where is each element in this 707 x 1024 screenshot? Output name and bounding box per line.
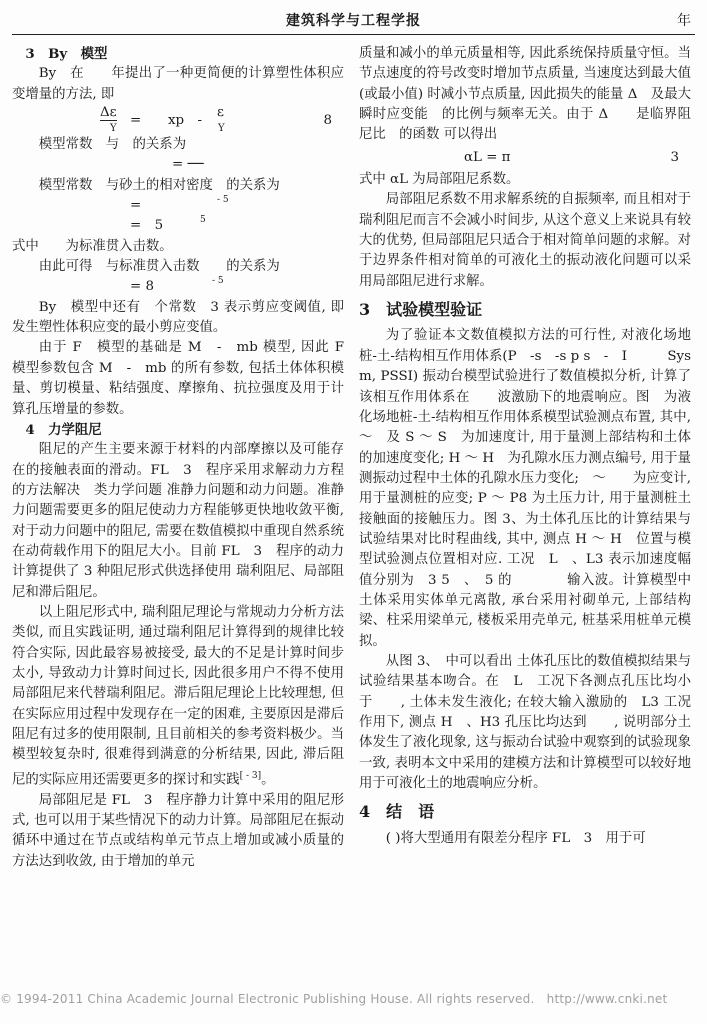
left-column: [12, 44, 358, 872]
equation-text: =: [130, 198, 142, 214]
copyright-footer: © 1994-2011 China Academic Journal Electronic Publishing House. All rights reserved. http://www.cnki.net: [0, 992, 668, 1006]
equation-8: [12, 105, 344, 135]
equation-rhs: ε: [217, 105, 224, 121]
equation-3: [359, 148, 691, 168]
equation-number: 3: [670, 149, 679, 165]
paragraph: 以上阻尼形式中, 瑞利阻尼理论与常规动力分析方法类似, 而且实践证明, 通过瑞利阻尼计算得到的规律比较符合实际, 因此最容易被接受, 最大的不足是计算时间步太小, 导致动力计算时间过长, 因此很多用户不得不使用局部阻尼来代替瑞利阻尼。滞后阻尼理论上比较理想, 但在实际应用过程中发现存在一定的困难, 主要原因是滞后阻尼有过多的使用限制, 且目前相关的参考资料极少。当模型较复杂时, 很难得到满意的分析结果, 因此, 滞后阻尼的实际应用还需要更多的探讨和实践[ - 3]。: [12, 604, 344, 788]
paragraph: By 在 年提出了一种更简便的计算塑性体积应变增量的方法, 即: [12, 66, 344, 102]
equation-text: αL = π: [464, 149, 511, 165]
equation-rhs-den: Y: [218, 123, 225, 135]
paragraph: 为了验证本文数值模拟方法的可行性, 对液化场地桩-土-结构相互作用体系(P -s -s p s - I Sys m, PSSI) 振动台模型试验进行了数值模拟分析, 计算了该相互作用体系在 波激励下的地震响应。图 为液化场地桩-土-结构相互作用体系模型试验测点布置, 其中, ～ 及 S ～ S 为加速度计, 用于量测上部结构和土体的加速度变化; H ～ H 为孔隙水压力测点编号, 用于量测振动过程中土体的孔隙水压力变化; ～ 为应变计, 用于量测桩的应变; P ～ P8 为土压力计, 用于量测桩土接触面的接触压力。图 3、为土体孔压比的计算结果与试验结果对比时程曲线, 其中, 测点 H ～ H 位置与模型试验测点位置相对应. 工况 L 、L3 表示加速度幅值分别为 3 5 、 5 的 输入波。计算模型中土体采用实体单元离散, 承台采用衬砌单元, 上部结构梁、柱采用梁单元, 楼板采用壳单元, 桩基采用桩单元模拟。: [359, 328, 705, 649]
equation: [12, 277, 344, 297]
page-header: [12, 10, 695, 32]
equation-text: = ──: [172, 157, 204, 173]
equation-number: 8: [323, 113, 332, 129]
paragraph: 由此可得 与标准贯入击数 的关系为: [38, 259, 280, 275]
journal-title: 建筑科学与工程学报: [286, 13, 421, 29]
paragraph: 模型常数 与砂土的相对密度 的关系为: [38, 177, 280, 193]
equation: [12, 196, 344, 216]
equation-exponent: - 5: [212, 276, 224, 287]
equation-exponent: - 5: [217, 195, 229, 206]
paragraph: 式中 αL 为局部阻尼系数。: [359, 172, 520, 188]
section-heading-conclusion: 4 结 语: [359, 802, 435, 822]
equation-text: = 5: [130, 218, 164, 234]
paragraph: 质量和减小的单元质量相等, 因此系统保持质量守恒。当节点速度的符号改变时增加节点质量, 当速度达到最大值(或最小值) 时减小节点质量, 因此损失的能量 Δ 及最大瞬时应变能 的比例与频率无关。由于 Δ 是临界阻尼比 的函数 可以得出: [359, 46, 691, 143]
equation-text: = 8: [130, 279, 154, 295]
right-column: [359, 44, 705, 849]
equation: [12, 155, 344, 175]
section-heading-damping: 4 力学阻尼: [25, 421, 102, 438]
paragraph: 从图 3、 中可以看出 土体孔压比的数值模拟结果与试验结果基本吻合。在 L 工况下各测点孔压比均小于 , 土体未发生液化; 在较大输入激励的 L3 工况作用下, 测点 H 、H3 孔压比均达到 , 说明部分土体发生了液化现象, 这与振动台试验中观察到的试验现象一致, 表明本文中采用的建模方法和计算模型可以较好地用于可液化土的地震响应分析。: [359, 653, 691, 792]
paragraph: ( )将大型通用有限差分程序 FL 3 用于可: [385, 830, 646, 846]
equation-lhs: Δε: [100, 105, 117, 121]
subsection-heading-by-model: 3 By 模型: [25, 46, 108, 62]
paragraph: 式中 为标准贯入击数。: [12, 238, 173, 254]
paragraph: 阻尼的产生主要来源于材料的内部摩擦以及可能存在的接触表面的滑动。FL 3 程序采用求解动力方程的方法解决 类力学问题 准静力问题和动力问题。准静力问题需要更多的阻尼使动力方程能够更快地收敛平衡, 对于动力问题中的阻尼, 需要在数值模拟中重现自然系统在动荷载作用下的阻尼大小。目前 FL 3 程序的动力计算提供了 3 种阻尼形式供选择使用 瑞利阻尼、局部阻尼和滞后阻尼。: [12, 442, 344, 600]
header-rule: [12, 34, 695, 35]
equation-lhs-den: Y: [110, 123, 117, 135]
paragraph: By 模型中还有 个常数 3 表示剪应变阈值, 即发生塑性体积应变的最小剪应变值。: [12, 299, 344, 336]
year-label: 年: [677, 13, 691, 29]
equation: [12, 216, 344, 236]
section-heading-validation: 3 试验模型验证: [359, 300, 483, 320]
paragraph: 由于 F 模型的基础是 M - mb 模型, 因此 F 模型参数包含 M - mb 的所有参数, 包括土体体积模量、剪切模量、粘结强度、摩擦角、抗拉强度及用于计算孔压增量的参数。: [12, 340, 358, 417]
paragraph: 局部阻尼系数不用求解系统的自振频率, 而且相对于瑞利阻尼而言不会减小时间步, 从这个意义上来说具有较大的优势, 但局部阻尼只适合于相对简单问题的求解。对于边界条件相对简单的可液化土的振动液化问题可以采用局部阻尼进行求解。: [359, 192, 691, 289]
equation-mid: = xp -: [130, 113, 203, 129]
paragraph: 局部阻尼是 FL 3 程序静力计算中采用的阻尼形式, 也可以用于某些情况下的动力计算。局部阻尼在振动循环中通过在节点或结构单元节点上增加或减小质量的方法达到收敛, 由于增加的单元: [12, 792, 344, 869]
citation: [ - 3]: [239, 770, 262, 781]
equation-exponent: 5: [200, 215, 206, 226]
paragraph: 模型常数 与 的关系为: [38, 137, 187, 153]
